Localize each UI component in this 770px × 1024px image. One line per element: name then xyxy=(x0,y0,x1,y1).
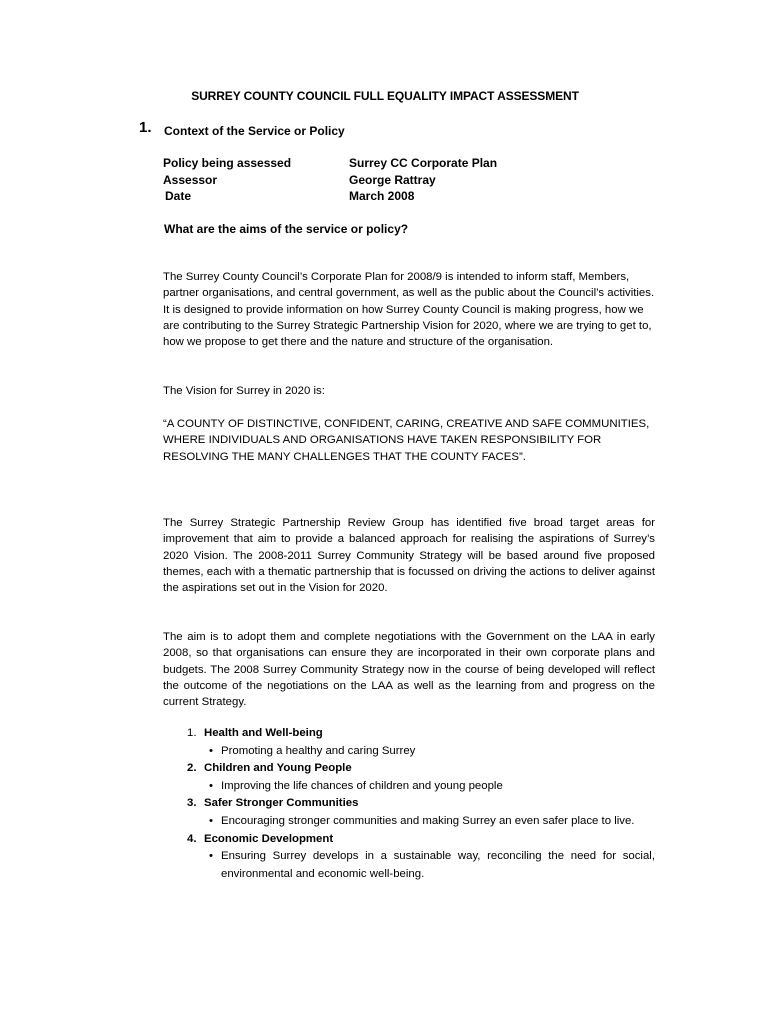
theme-item xyxy=(163,831,655,849)
theme-title: Economic Development xyxy=(204,832,334,845)
section-number: 1. xyxy=(139,119,152,136)
theme-item xyxy=(163,725,655,743)
meta-value: March 2008 xyxy=(349,189,415,203)
theme-bullet-text: Encouraging stronger communities and making Surrey an even safer place to live. xyxy=(221,814,635,827)
theme-number: 3. xyxy=(187,797,197,810)
theme-item xyxy=(163,795,655,813)
theme-bullet xyxy=(163,778,655,796)
bullet-icon: • xyxy=(209,850,213,863)
theme-number: 1. xyxy=(187,727,197,739)
bullet-icon: • xyxy=(209,779,213,792)
theme-bullet xyxy=(163,813,655,831)
theme-number: 2. xyxy=(187,762,197,775)
theme-title: Safer Stronger Communities xyxy=(204,797,359,810)
meta-label: Assessor xyxy=(163,173,218,187)
theme-bullet-text: Promoting a healthy and caring Surrey xyxy=(221,744,416,757)
meta-label: Date xyxy=(165,189,192,203)
theme-bullet-text: Ensuring Surrey develops in a sustainable way, reconciling the need for social, environmental and economic well-being. xyxy=(221,850,655,880)
bullet-icon: • xyxy=(209,814,213,827)
aims-question: What are the aims of the service or policy? xyxy=(164,222,409,236)
meta-label: Policy being assessed xyxy=(163,156,292,170)
themes-list xyxy=(163,725,655,883)
theme-item xyxy=(163,760,655,778)
section-title: Context of the Service or Policy xyxy=(164,124,345,138)
paragraph-corporate-plan: The Surrey County Council’s Corporate Plan for 2008/9 is intended to inform staff, Members, partner organisations, and central government, as well as the public about the Council’s activities. It is designed to provide information on how Surrey County Council is making progress, how we are contributing to the Surrey Strategic Partnership Vision for 2020, where we are trying to get to, how we propose to get there and the nature and structure of the organisation. xyxy=(163,271,655,349)
paragraph-laa: The aim is to adopt them and complete negotiations with the Government on the LAA in early 2008, so that organisations can ensure they are incorporated in their own corporate plans and budgets. The 2008 Surrey Community Strategy now in the course of being developed will reflect the outcome of the negotiations on the LAA as well as the learning from and progress on the current Strategy. xyxy=(163,631,655,709)
theme-number: 4. xyxy=(187,832,197,845)
theme-bullet-text: Improving the life chances of children and young people xyxy=(221,779,503,792)
paragraph-vision-intro: The Vision for Surrey in 2020 is: xyxy=(163,385,325,397)
paragraph-vision-quote: “A COUNTY OF DISTINCTIVE, CONFIDENT, CARING, CREATIVE AND SAFE COMMUNITIES, WHERE INDIVIDUALS AND ORGANISATIONS HAVE TAKEN RESPONSIBILITY FOR RESOLVING THE MANY CHALLENGES THAT THE COUNTY FACES”. xyxy=(163,418,650,463)
meta-value: George Rattray xyxy=(349,173,436,187)
meta-value: Surrey CC Corporate Plan xyxy=(349,156,498,170)
bullet-icon: • xyxy=(209,744,213,757)
theme-bullet xyxy=(163,848,655,883)
theme-title: Children and Young People xyxy=(204,762,352,775)
paragraph-review-group: The Surrey Strategic Partnership Review Group has identified five broad target areas for improvement that aim to provide a balanced approach for realising the aspirations of Surrey’s 2020 Vision. The 2008-2011 Surrey Community Strategy will be based around five proposed themes, each with a thematic partnership that is focussed on driving the actions to deliver against the aspirations set out in the Vision for 2020. xyxy=(163,517,655,595)
document-title: SURREY COUNTY COUNCIL FULL EQUALITY IMPACT ASSESSMENT xyxy=(191,89,579,103)
theme-title: Health and Well-being xyxy=(204,727,323,739)
theme-bullet xyxy=(163,743,655,761)
